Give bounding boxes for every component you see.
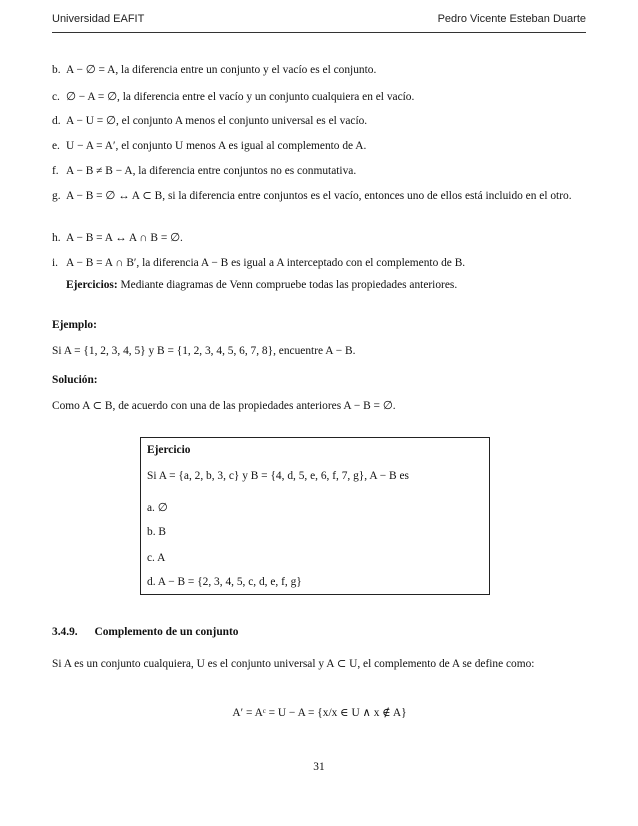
property-b: b. A − ∅ = A, la diferencia entre un conjunto y el vacío es el conjunto.	[52, 64, 377, 76]
property-e: e. U − A = A′, el conjunto U menos A es igual al complemento de A.	[52, 140, 367, 152]
property-c: c. ∅ − A = ∅, la diferencia entre el vacío y un conjunto cualquiera en el vacío.	[52, 91, 415, 103]
header-author: Pedro Vicente Esteban Duarte	[437, 13, 586, 25]
solucion-text: Como A ⊂ B, de acuerdo con una de las propiedades anteriores A − B = ∅.	[52, 400, 396, 412]
solucion-title: Solución:	[52, 374, 98, 386]
section-number: 3.4.9.	[52, 626, 78, 638]
exercise-box	[140, 437, 490, 595]
property-d: d. A − U = ∅, el conjunto A menos el conjunto universal es el vacío.	[52, 115, 368, 127]
section-title: Complemento de un conjunto	[94, 626, 239, 638]
complement-formula: A′ = Aᶜ = U − A = {x/x ∈ U ∧ x ∉ A}	[232, 707, 407, 719]
property-f: f. A − B ≠ B − A, la diferencia entre conjuntos no es conmutativa.	[52, 165, 357, 177]
property-g: g. A − B = ∅ ↔ A ⊂ B, si la diferencia entre conjuntos es el vacío, entonces uno de ellos está incluido en el otro.	[52, 190, 572, 202]
property-text: A − U = ∅, el conjunto A menos el conjunto universal es el vacío.	[66, 115, 368, 127]
exercise-option-b: b. B	[147, 526, 166, 538]
ejercicios-label: Ejercicios:	[66, 279, 118, 291]
property-h: h. A − B = A ↔ A ∩ B = ∅.	[52, 232, 183, 244]
page-header	[52, 12, 586, 33]
ejemplo-title: Ejemplo:	[52, 319, 97, 331]
property-text: A − ∅ = A, la diferencia entre un conjunto y el vacío es el conjunto.	[66, 64, 377, 76]
section-text: Si A es un conjunto cualquiera, U es el conjunto universal y A ⊂ U, el complemento de A se define como:	[52, 658, 535, 670]
property-i: i. A − B = A ∩ B′, la diferencia A − B es igual a A interceptado con el complemento de B.	[52, 257, 466, 269]
page-number: 31	[313, 761, 325, 773]
exercise-title: Ejercicio	[147, 444, 191, 456]
property-text: U − A = A′, el conjunto U menos A es igual al complemento de A.	[66, 140, 367, 152]
header-institution: Universidad EAFIT	[52, 13, 145, 25]
property-text: A − B ≠ B − A, la diferencia entre conjuntos no es conmutativa.	[66, 165, 357, 177]
ejercicios-text: Mediante diagramas de Venn compruebe todas las propiedades anteriores.	[120, 279, 458, 291]
exercise-statement: Si A = {a, 2, b, 3, c} y B = {4, d, 5, e, 6, f, 7, g}, A − B es	[147, 470, 409, 482]
property-text: A − B = ∅ ↔ A ⊂ B, si la diferencia entre conjuntos es el vacío, entonces uno de ellos está incluido en el otro.	[66, 190, 572, 202]
section-heading	[52, 625, 587, 639]
exercise-option-d: d. A − B = {2, 3, 4, 5, c, d, e, f, g}	[147, 576, 302, 588]
ejercicios-note	[52, 278, 587, 292]
ejemplo-text: Si A = {1, 2, 3, 4, 5} y B = {1, 2, 3, 4, 5, 6, 7, 8}, encuentre A − B.	[52, 345, 356, 357]
property-text: A − B = A ↔ A ∩ B = ∅.	[66, 232, 183, 244]
property-text: ∅ − A = ∅, la diferencia entre el vacío y un conjunto cualquiera en el vacío.	[66, 91, 415, 103]
property-text: A − B = A ∩ B′, la diferencia A − B es igual a A interceptado con el complemento de B.	[66, 257, 466, 269]
exercise-option-c: c. A	[147, 552, 166, 564]
exercise-option-a: a. ∅	[147, 502, 168, 514]
